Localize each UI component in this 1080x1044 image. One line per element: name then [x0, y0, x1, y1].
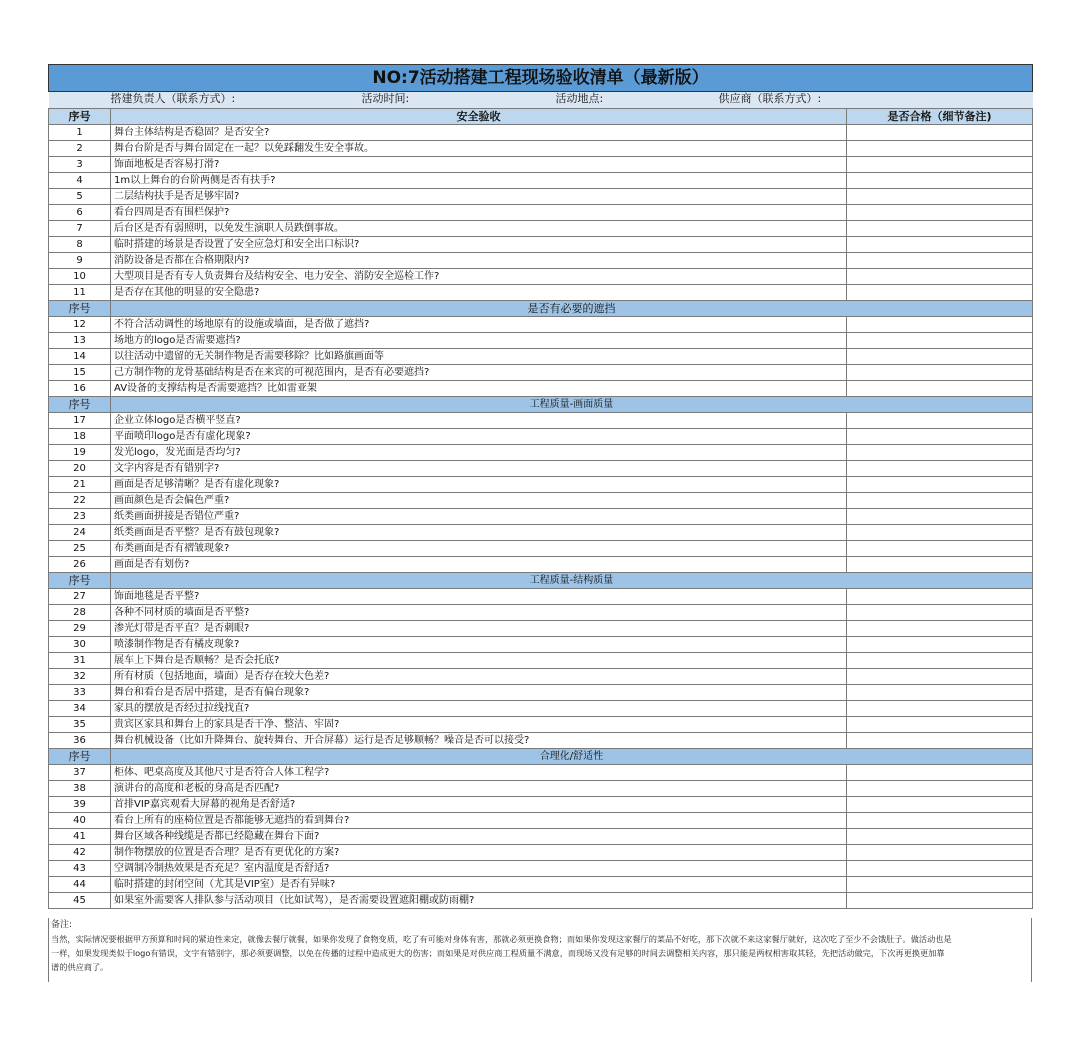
item-number: 29	[49, 621, 111, 637]
item-number: 8	[49, 237, 111, 253]
item-text: 柜体、吧桌高度及其他尺寸是否符合人体工程学?	[111, 765, 847, 781]
section-header-row	[49, 397, 1033, 413]
notes-line: 当然，实际情况要根据甲方预算和时间的紧迫性来定，就像去餐厅就餐，如果你发现了食物变质，吃了有可能对身体有害，那就必须更换食物；而如果你发现这家餐厅的菜品不好吃，那下次就不来这家餐厅就好，这次吃了至少不会饿肚子。做活动也是	[51, 934, 952, 944]
item-number: 44	[49, 877, 111, 893]
qualified-cell[interactable]	[847, 813, 1033, 829]
header-row	[49, 109, 1033, 125]
table-row	[49, 477, 1033, 493]
qualified-cell[interactable]	[847, 781, 1033, 797]
qualified-cell[interactable]	[847, 445, 1033, 461]
table-row	[49, 189, 1033, 205]
item-text: 制作物摆放的位置是否合理？是否有更优化的方案?	[111, 845, 847, 861]
table-row	[49, 813, 1033, 829]
section-title: 工程质量-结构质量	[111, 573, 1033, 589]
item-text: 首排VIP嘉宾观看大屏幕的视角是否舒适?	[111, 797, 847, 813]
item-number: 15	[49, 365, 111, 381]
table-row	[49, 381, 1033, 397]
item-text: 场地方的logo是否需要遮挡?	[111, 333, 847, 349]
table-row	[49, 141, 1033, 157]
qualified-cell[interactable]	[847, 797, 1033, 813]
table-row	[49, 557, 1033, 573]
item-number: 43	[49, 861, 111, 877]
notes-line: 一样，如果发现类似于logo有错误，文字有错别字，那必须要调整，以免在传播的过程中造成更大的伤害；而如果是对供应商工程质量不满意，而现场又没有足够的时间去调整相关内容，那只能是两权相害取其轻，先把活动做完，下次再更换更加靠	[51, 948, 945, 958]
info-row	[49, 92, 1033, 109]
notes-line: 谱的供应商了。	[51, 962, 109, 972]
page-title: NO:7活动搭建工程现场验收清单（最新版）	[49, 65, 1033, 92]
section-index-label: 序号	[49, 301, 111, 317]
item-text: 后台区是否有弱照明，以免发生演职人员跌倒事故。	[111, 221, 847, 237]
category-header: 安全验收	[111, 109, 847, 125]
item-text: 舞台主体结构是否稳固？是否安全?	[111, 125, 847, 141]
item-number: 35	[49, 717, 111, 733]
qualified-cell[interactable]	[847, 765, 1033, 781]
table-row	[49, 685, 1033, 701]
qualified-cell[interactable]	[847, 685, 1033, 701]
item-number: 38	[49, 781, 111, 797]
item-number: 4	[49, 173, 111, 189]
table-row	[49, 429, 1033, 445]
item-text: 展车上下舞台是否顺畅？是否会托底?	[111, 653, 847, 669]
item-number: 23	[49, 509, 111, 525]
qualified-cell[interactable]	[847, 525, 1033, 541]
item-text: 贵宾区家具和舞台上的家具是否干净、整洁、牢固?	[111, 717, 847, 733]
item-number: 5	[49, 189, 111, 205]
event-time-label: 活动时间:	[361, 92, 410, 105]
item-text: 舞台和看台是否居中搭建，是否有偏台现象?	[111, 685, 847, 701]
table-row	[49, 461, 1033, 477]
qualified-cell[interactable]	[847, 829, 1033, 845]
qualified-cell[interactable]	[847, 413, 1033, 429]
item-number: 18	[49, 429, 111, 445]
section-title: 工程质量-画面质量	[111, 397, 1033, 413]
item-text: 消防设备是否都在合格期限内?	[111, 253, 847, 269]
table-row	[49, 861, 1033, 877]
item-number: 14	[49, 349, 111, 365]
item-text: 舞台区域各种线缆是否都已经隐藏在舞台下面?	[111, 829, 847, 845]
item-text: 文字内容是否有错别字?	[111, 461, 847, 477]
item-text: 如果室外需要客人排队参与活动项目（比如试驾），是否需要设置遮阳棚或防雨棚?	[111, 893, 847, 909]
section-header-row	[49, 573, 1033, 589]
item-number: 31	[49, 653, 111, 669]
table-row	[49, 205, 1033, 221]
table-row	[49, 365, 1033, 381]
table-row	[49, 173, 1033, 189]
item-number: 17	[49, 413, 111, 429]
qualified-cell[interactable]	[847, 701, 1033, 717]
item-text: 画面是否足够清晰？是否有虚化现象?	[111, 477, 847, 493]
qualified-cell[interactable]	[847, 637, 1033, 653]
table-row	[49, 333, 1033, 349]
event-place-label: 活动地点:	[555, 92, 604, 105]
item-number: 24	[49, 525, 111, 541]
item-number: 13	[49, 333, 111, 349]
section-index-label: 序号	[49, 749, 111, 765]
table-row	[49, 781, 1033, 797]
section-header-row	[49, 749, 1033, 765]
item-number: 7	[49, 221, 111, 237]
item-number: 22	[49, 493, 111, 509]
section-index-label: 序号	[49, 397, 111, 413]
table-row	[49, 221, 1033, 237]
item-text: 不符合活动调性的场地原有的设施或墙面，是否做了遮挡?	[111, 317, 847, 333]
item-number: 27	[49, 589, 111, 605]
table-row	[49, 157, 1033, 173]
checklist-sheet	[48, 64, 1032, 909]
qualified-cell[interactable]	[847, 189, 1033, 205]
item-text: 所有材质（包括地面，墙面）是否存在较大色差?	[111, 669, 847, 685]
item-text: 画面是否有划伤?	[111, 557, 847, 573]
item-number: 32	[49, 669, 111, 685]
item-text: 各种不同材质的墙面是否平整?	[111, 605, 847, 621]
item-number: 10	[49, 269, 111, 285]
table-row	[49, 445, 1033, 461]
item-text: 舞台机械设备（比如升降舞台、旋转舞台、开合屏幕）运行是否足够顺畅？噪音是否可以接受?	[111, 733, 847, 749]
item-number: 34	[49, 701, 111, 717]
item-number: 21	[49, 477, 111, 493]
table-row	[49, 765, 1033, 781]
notes	[48, 918, 1032, 982]
item-text: 饰面地板是否容易打滑?	[111, 157, 847, 173]
qualified-header: 是否合格（细节备注)	[847, 109, 1033, 125]
qualified-cell[interactable]	[847, 589, 1033, 605]
table-row	[49, 717, 1033, 733]
item-text: AV设备的支撑结构是否需要遮挡？比如雷亚架	[111, 381, 847, 397]
table-row	[49, 541, 1033, 557]
item-number: 42	[49, 845, 111, 861]
item-text: 平面喷印logo是否有虚化现象?	[111, 429, 847, 445]
qualified-cell[interactable]	[847, 653, 1033, 669]
item-text: 是否存在其他的明显的安全隐患?	[111, 285, 847, 301]
qualified-cell[interactable]	[847, 269, 1033, 285]
table-row	[49, 701, 1033, 717]
item-text: 家具的摆放是否经过拉线找直?	[111, 701, 847, 717]
item-text: 临时搭建的封闭空间（尤其是VIP室）是否有异味?	[111, 877, 847, 893]
table-row	[49, 253, 1033, 269]
item-text: 纸类画面是否平整？是否有鼓包现象?	[111, 525, 847, 541]
qualified-cell[interactable]	[847, 253, 1033, 269]
table-row	[49, 653, 1033, 669]
qualified-cell[interactable]	[847, 221, 1033, 237]
item-number: 45	[49, 893, 111, 909]
checklist-table	[48, 64, 1033, 909]
section-header-row	[49, 301, 1033, 317]
table-row	[49, 621, 1033, 637]
item-text: 企业立体logo是否横平竖直?	[111, 413, 847, 429]
qualified-cell[interactable]	[847, 557, 1033, 573]
item-text: 1m以上舞台的台阶两侧是否有扶手?	[111, 173, 847, 189]
qualified-cell[interactable]	[847, 669, 1033, 685]
qualified-cell[interactable]	[847, 285, 1033, 301]
item-number: 12	[49, 317, 111, 333]
qualified-cell[interactable]	[847, 365, 1033, 381]
qualified-cell[interactable]	[847, 429, 1033, 445]
table-row	[49, 125, 1033, 141]
item-number: 3	[49, 157, 111, 173]
item-text: 发光logo，发光面是否均匀?	[111, 445, 847, 461]
item-number: 40	[49, 813, 111, 829]
item-text: 布类画面是否有褶皱现象?	[111, 541, 847, 557]
info-cell	[49, 92, 1033, 109]
table-row	[49, 237, 1033, 253]
qualified-cell[interactable]	[847, 141, 1033, 157]
table-row	[49, 797, 1033, 813]
table-row	[49, 413, 1033, 429]
item-number: 11	[49, 285, 111, 301]
table-row	[49, 349, 1033, 365]
item-number: 25	[49, 541, 111, 557]
qualified-cell[interactable]	[847, 317, 1033, 333]
item-number: 37	[49, 765, 111, 781]
item-number: 16	[49, 381, 111, 397]
table-row	[49, 509, 1033, 525]
item-number: 33	[49, 685, 111, 701]
item-text: 演讲台的高度和老板的身高是否匹配?	[111, 781, 847, 797]
item-text: 己方制作物的龙骨基础结构是否在来宾的可视范围内，是否有必要遮挡?	[111, 365, 847, 381]
section-index-label: 序号	[49, 573, 111, 589]
item-text: 空调制冷制热效果是否充足？室内温度是否舒适?	[111, 861, 847, 877]
item-text: 渗光灯带是否平直？是否刺眼?	[111, 621, 847, 637]
table-row	[49, 637, 1033, 653]
item-text: 以往活动中遗留的无关制作物是否需要移除？比如路旗画面等	[111, 349, 847, 365]
table-row	[49, 525, 1033, 541]
item-number: 41	[49, 829, 111, 845]
item-number: 20	[49, 461, 111, 477]
item-number: 19	[49, 445, 111, 461]
item-text: 临时搭建的场景是否设置了安全应急灯和安全出口标识?	[111, 237, 847, 253]
table-row	[49, 669, 1033, 685]
qualified-cell[interactable]	[847, 861, 1033, 877]
qualified-cell[interactable]	[847, 605, 1033, 621]
qualified-cell[interactable]	[847, 893, 1033, 909]
builder-contact-label: 搭建负责人（联系方式）:	[110, 92, 236, 105]
table-row	[49, 589, 1033, 605]
title-row	[49, 65, 1033, 92]
section-title: 是否有必要的遮挡	[111, 301, 1033, 317]
table-row	[49, 733, 1033, 749]
item-text: 二层结构扶手是否足够牢固?	[111, 189, 847, 205]
qualified-cell[interactable]	[847, 733, 1033, 749]
table-row	[49, 285, 1033, 301]
qualified-cell[interactable]	[847, 333, 1033, 349]
qualified-cell[interactable]	[847, 877, 1033, 893]
qualified-cell[interactable]	[847, 541, 1033, 557]
item-number: 39	[49, 797, 111, 813]
item-number: 26	[49, 557, 111, 573]
item-text: 画面颜色是否会偏色严重?	[111, 493, 847, 509]
qualified-cell[interactable]	[847, 173, 1033, 189]
table-row	[49, 877, 1033, 893]
item-number: 36	[49, 733, 111, 749]
qualified-cell[interactable]	[847, 205, 1033, 221]
item-text: 饰面地毯是否平整?	[111, 589, 847, 605]
table-row	[49, 269, 1033, 285]
item-number: 9	[49, 253, 111, 269]
qualified-cell[interactable]	[847, 509, 1033, 525]
qualified-cell[interactable]	[847, 349, 1033, 365]
table-row	[49, 493, 1033, 509]
item-text: 喷漆制作物是否有橘皮现象?	[111, 637, 847, 653]
table-row	[49, 317, 1033, 333]
table-row	[49, 893, 1033, 909]
qualified-cell[interactable]	[847, 461, 1033, 477]
item-text: 舞台台阶是否与舞台固定在一起？以免踩翻发生安全事故。	[111, 141, 847, 157]
table-row	[49, 845, 1033, 861]
item-number: 6	[49, 205, 111, 221]
item-text: 看台上所有的座椅位置是否都能够无遮挡的看到舞台?	[111, 813, 847, 829]
qualified-cell[interactable]	[847, 237, 1033, 253]
qualified-cell[interactable]	[847, 381, 1033, 397]
qualified-cell[interactable]	[847, 493, 1033, 509]
section-title: 合理化/舒适性	[111, 749, 1033, 765]
qualified-cell[interactable]	[847, 621, 1033, 637]
qualified-cell[interactable]	[847, 717, 1033, 733]
item-number: 28	[49, 605, 111, 621]
qualified-cell[interactable]	[847, 845, 1033, 861]
supplier-contact-label: 供应商（联系方式）:	[718, 92, 822, 105]
item-text: 看台四周是否有围栏保护?	[111, 205, 847, 221]
qualified-cell[interactable]	[847, 125, 1033, 141]
item-text: 大型项目是否有专人负责舞台及结构安全、电力安全、消防安全巡检工作?	[111, 269, 847, 285]
index-header: 序号	[49, 109, 111, 125]
table-row	[49, 605, 1033, 621]
item-number: 2	[49, 141, 111, 157]
table-row	[49, 829, 1033, 845]
item-text: 纸类画面拼接是否错位严重?	[111, 509, 847, 525]
item-number: 1	[49, 125, 111, 141]
item-number: 30	[49, 637, 111, 653]
notes-heading: 备注:	[51, 920, 73, 930]
qualified-cell[interactable]	[847, 477, 1033, 493]
qualified-cell[interactable]	[847, 157, 1033, 173]
